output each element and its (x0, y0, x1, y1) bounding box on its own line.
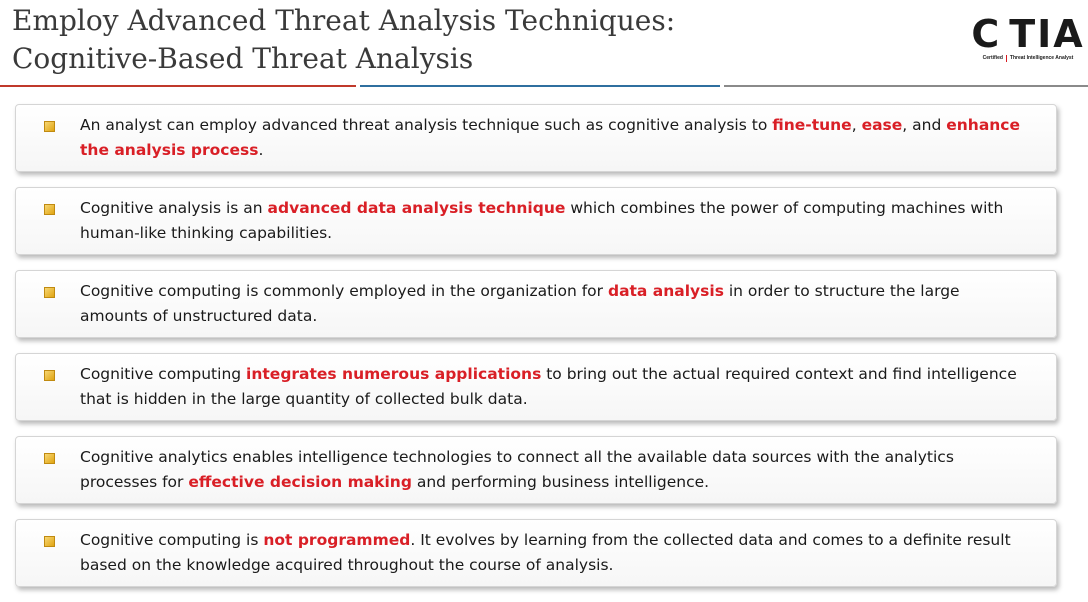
bullet-box-5 (15, 436, 1057, 504)
highlight-integrates: integrates numerous applications (246, 365, 542, 383)
page-title-line-2: Cognitive-Based Threat Analysis (12, 42, 474, 75)
logo-wordmark (971, 12, 1085, 56)
bullet-square-icon (44, 370, 55, 381)
bullet-text (80, 445, 1026, 495)
text-run: . (258, 141, 264, 159)
highlight-data-analysis: data analysis (607, 282, 724, 300)
text-run: , (851, 116, 862, 134)
ctia-logo (971, 12, 1085, 72)
bullet-box-2 (15, 187, 1057, 255)
logo-sub-right: Threat Intelligence Analyst (1009, 55, 1074, 61)
bullet-box-1 (15, 104, 1057, 172)
highlight-enhance: enhance the analysis process (80, 116, 1021, 159)
bullet-box-6 (15, 519, 1057, 587)
logo-subtitle (978, 54, 1078, 62)
page-title-line-1: Employ Advanced Threat Analysis Techniques: (12, 4, 676, 37)
text-run: and performing business intelligence. (411, 473, 710, 491)
text-run: Cognitive computing is (80, 531, 264, 549)
logo-sub-bar (1006, 55, 1007, 62)
text-run: which combines the power of computing machines with human-like thinking capabilities. (80, 199, 1004, 242)
bullet-text (80, 362, 1026, 412)
bullet-box-3 (15, 270, 1057, 338)
text-run: Cognitive analysis is an (80, 199, 268, 217)
bullet-text (80, 196, 1026, 246)
page-title (12, 2, 912, 78)
text-run: Cognitive computing (80, 365, 247, 383)
text-run: An analyst can employ advanced threat analysis technique such as cognitive analysis to (80, 116, 773, 134)
highlight-fine-tune: fine-tune (772, 116, 852, 134)
bullet-square-icon (44, 204, 55, 215)
bullet-square-icon (44, 536, 55, 547)
title-divider-red (0, 85, 356, 87)
bullet-square-icon (44, 121, 55, 132)
highlight-not-programmed: not programmed (263, 531, 411, 549)
bullet-list (15, 104, 1057, 602)
highlight-decision-making: effective decision making (188, 473, 412, 491)
bullet-text (80, 113, 1026, 163)
bullet-square-icon (44, 453, 55, 464)
text-run: Cognitive analytics enables intelligence technologies to connect all the available data sources with the analytics processes for (80, 448, 954, 491)
bullet-square-icon (44, 287, 55, 298)
text-run: , and (902, 116, 947, 134)
title-divider-gray (724, 85, 1088, 87)
logo-letters-tia: TIA (1009, 12, 1085, 56)
text-run: to bring out the actual required context and find intelligence that is hidden in the large quantity of collected bulk data. (80, 365, 1017, 408)
text-run: in order to structure the large amounts of unstructured data. (80, 282, 960, 325)
title-divider-blue (360, 85, 720, 87)
text-run: . It evolves by learning from the collected data and comes to a definite result based on the knowledge acquired throughout the course of analysis. (80, 531, 1011, 574)
text-run: Cognitive computing is commonly employed in the organization for (80, 282, 608, 300)
bullet-text (80, 528, 1026, 578)
bullet-text (80, 279, 1026, 329)
logo-sub-left: Certified (982, 55, 1003, 61)
highlight-ease: ease (861, 116, 903, 134)
bullet-box-4 (15, 353, 1057, 421)
highlight-advanced-technique: advanced data analysis technique (267, 199, 566, 217)
logo-letter-c: C (971, 12, 1002, 56)
